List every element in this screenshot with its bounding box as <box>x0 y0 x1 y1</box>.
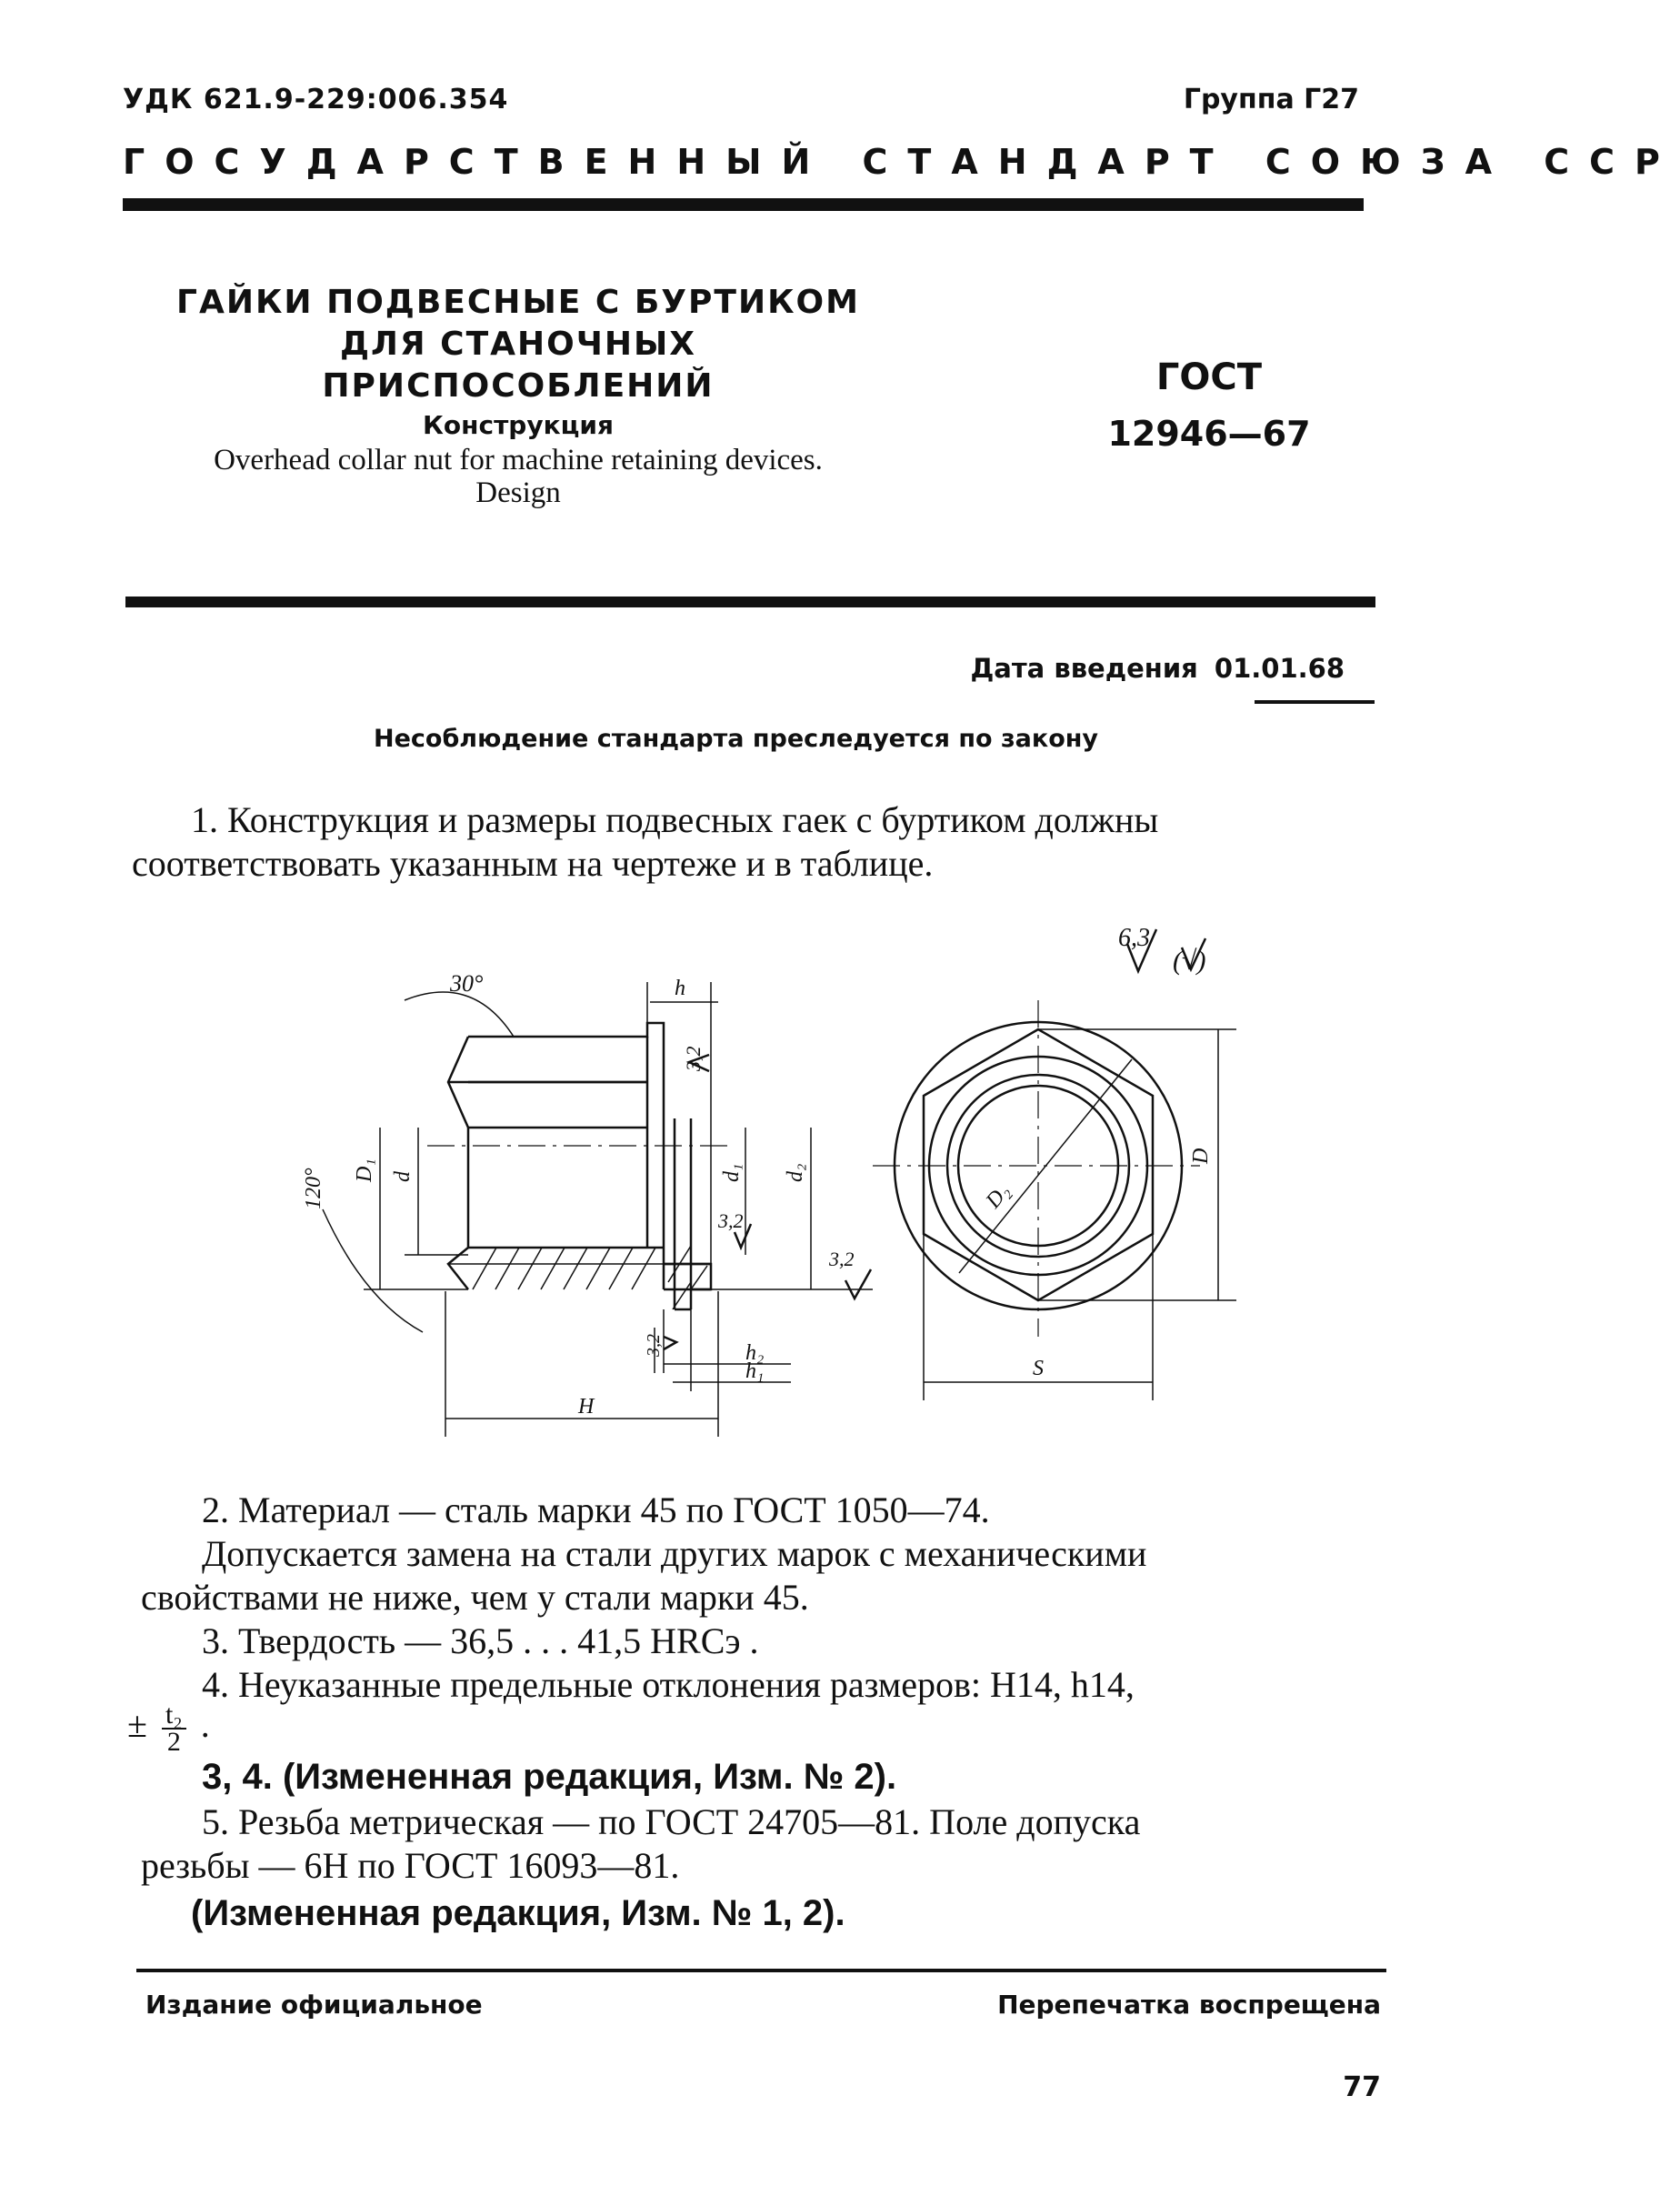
dim-d-label: d <box>391 1171 415 1182</box>
page-number: 77 <box>1343 2071 1381 2103</box>
dim-D1-label: D₁ <box>353 1158 376 1182</box>
state-standard-heading: ГОСУДАРСТВЕННЫЙ СТАНДАРТ СОЮЗА ССР <box>123 142 1680 182</box>
paragraph-4-line-1: 4. Неуказанные предельные отклонения размеров: H14, h14, <box>202 1664 1135 1705</box>
document-title-block <box>145 282 891 509</box>
nut-outline-upper <box>468 1023 664 1289</box>
fraction-denominator: 2 <box>166 1727 181 1757</box>
title-line-3: ПРИСПОСОБЛЕНИЙ <box>322 367 715 405</box>
date-value: 01.01.68 <box>1214 653 1345 684</box>
roughness-2-label: 3,2 <box>718 1209 744 1232</box>
footer-rule <box>136 1969 1386 1972</box>
footer-official-edition: Издание официальное <box>145 1990 483 2020</box>
fraction-period: . <box>200 1704 210 1746</box>
gost-label: ГОСТ <box>1155 356 1263 398</box>
udk-code: УДК 621.9-229:006.354 <box>123 84 509 115</box>
paragraph-2b-line-1: Допускается замена на стали других марок с механическими <box>202 1533 1147 1574</box>
dim-H-label: H <box>578 1395 595 1419</box>
plus-minus-sign: ± <box>127 1704 147 1746</box>
dim-h2-label: h₂ <box>745 1341 765 1365</box>
title-line-1: ГАЙКИ ПОДВЕСНЫЕ С БУРТИКОМ <box>176 284 860 321</box>
english-title-2: Design <box>475 476 561 509</box>
paragraph-1-line-1: 1. Конструкция и размеры подвесных гаек с буртиком должны <box>191 799 1159 840</box>
paragraph-2b-line-2: свойствами не ниже, чем у стали марки 45. <box>141 1577 809 1618</box>
section-hatching <box>473 1246 707 1309</box>
footer-reprint-prohibited: Перепечатка воспрещена <box>997 1990 1381 2020</box>
title-line-2: ДЛЯ СТАНОЧНЫХ <box>339 326 697 363</box>
date-label: Дата введения <box>970 653 1198 684</box>
date-underline <box>1255 700 1375 704</box>
nut-chamfer-left <box>448 1037 468 1289</box>
paragraph-5-line-2: резьбы — 6H по ГОСТ 16093—81. <box>141 1845 680 1886</box>
dim-d1-label: d₁ <box>720 1163 744 1182</box>
subtitle: Конструкция <box>423 410 614 440</box>
angle-30-label: 30° <box>450 970 484 997</box>
dim-h1-label: h₁ <box>745 1359 765 1383</box>
roughness-general-label: 6,3 <box>1118 924 1150 952</box>
amendment-note-5: (Измененная редакция, Изм. № 1, 2). <box>191 1893 845 1933</box>
dim-D-label: D <box>1189 1148 1213 1164</box>
paragraph-3: 3. Твердость — 36,5 . . . 41,5 HRCэ . <box>202 1620 759 1661</box>
roughness-1-label: 3,2 <box>682 1046 705 1071</box>
roughness-paren-label: (√) <box>1173 946 1206 976</box>
english-title-1: Overhead collar nut for machine retaining devices. <box>214 444 823 476</box>
amendment-note-3-4: 3, 4. (Измененная редакция, Изм. № 2). <box>202 1757 897 1797</box>
paragraph-4-fraction-line <box>127 1702 210 1755</box>
fraction-numerator: t₂ <box>162 1702 186 1730</box>
dim-S-label: S <box>1033 1357 1044 1380</box>
gost-number: 12946—67 <box>1107 414 1311 454</box>
dim-h-label: h <box>675 977 685 1000</box>
dim-D2-label: D₂ <box>981 1179 1015 1213</box>
title-rule <box>125 597 1375 607</box>
roughness-3-label: 3,2 <box>829 1248 855 1270</box>
law-notice: Несоблюдение стандарта преследуется по закону <box>373 725 1099 753</box>
paragraph-2: 2. Материал — сталь марки 45 по ГОСТ 1050—74. <box>202 1489 990 1530</box>
paragraph-5-line-1: 5. Резьба метрическая — по ГОСТ 24705—81. Поле допуска <box>202 1801 1141 1842</box>
angle-120-label: 120° <box>302 1168 325 1209</box>
group-code: Группа Г27 <box>1183 84 1359 115</box>
roughness-4-label: 3,2 <box>644 1334 664 1357</box>
date-of-introduction <box>970 653 1345 684</box>
fraction <box>162 1702 186 1755</box>
header-rule <box>123 198 1364 211</box>
nut-drawing <box>0 909 1472 1464</box>
dim-d2-label: d₂ <box>784 1163 807 1182</box>
paragraph-1-line-2: соответствовать указанным на чертеже и в таблице. <box>132 843 934 884</box>
